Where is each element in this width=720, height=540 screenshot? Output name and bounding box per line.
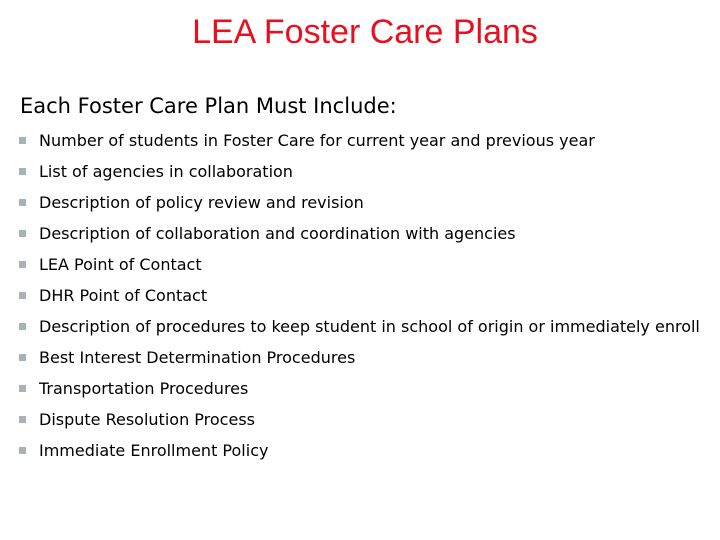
square-bullet-icon: [19, 385, 26, 392]
square-bullet-icon: [19, 354, 26, 361]
bullet-text: DHR Point of Contact: [39, 286, 208, 305]
bullet-item: [19, 161, 709, 182]
bullet-item: [19, 409, 709, 430]
square-bullet-icon: [19, 416, 26, 423]
square-bullet-icon: [19, 261, 26, 268]
bullet-text: Description of policy review and revision: [39, 193, 364, 212]
slide-title: LEA Foster Care Plans: [192, 13, 538, 51]
bullet-text: Best Interest Determination Procedures: [39, 348, 356, 367]
square-bullet-icon: [19, 230, 26, 237]
square-bullet-icon: [19, 447, 26, 454]
bullet-item: [19, 130, 709, 151]
bullet-text: Description of procedures to keep student in school of origin or immediately enroll: [39, 317, 700, 336]
bullet-text: Description of collaboration and coordination with agencies: [39, 224, 516, 243]
square-bullet-icon: [19, 292, 26, 299]
bullet-text: Dispute Resolution Process: [39, 410, 255, 429]
bullet-item: [19, 378, 709, 399]
bullet-text: Number of students in Foster Care for current year and previous year: [39, 131, 595, 150]
bullet-item: [19, 440, 709, 461]
slide-subtitle: Each Foster Care Plan Must Include:: [20, 94, 397, 118]
square-bullet-icon: [19, 323, 26, 330]
square-bullet-icon: [19, 137, 26, 144]
bullet-item: [19, 223, 709, 244]
square-bullet-icon: [19, 168, 26, 175]
bullet-text: Transportation Procedures: [39, 379, 249, 398]
bullet-item: [19, 192, 709, 213]
bullet-item: [19, 285, 709, 306]
bullet-text: LEA Point of Contact: [39, 255, 202, 274]
bullet-text: Immediate Enrollment Policy: [39, 441, 269, 460]
bullet-item: [19, 316, 709, 337]
square-bullet-icon: [19, 199, 26, 206]
bullet-item: [19, 254, 709, 275]
bullet-text: List of agencies in collaboration: [39, 162, 293, 181]
bullet-list: [19, 130, 709, 471]
bullet-item: [19, 347, 709, 368]
